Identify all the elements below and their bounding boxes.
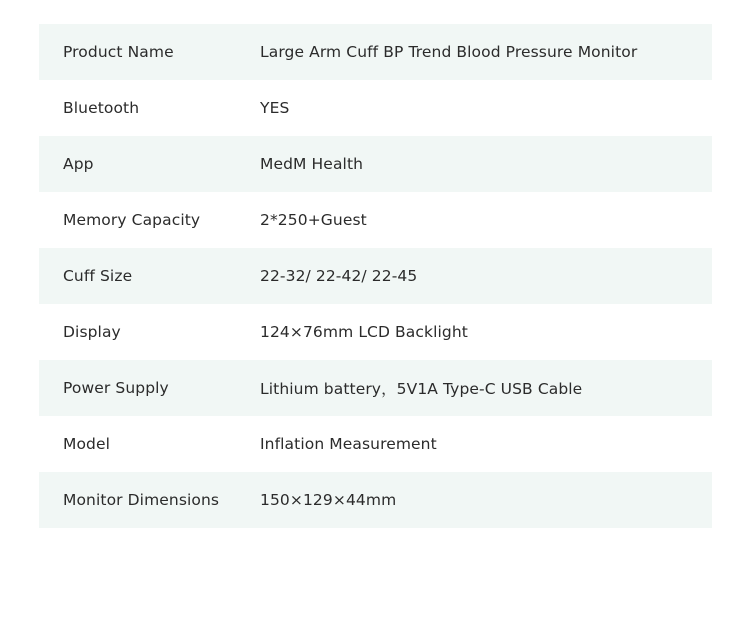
spec-value: Inflation Measurement (260, 435, 437, 453)
spec-label: Bluetooth (63, 99, 140, 117)
spec-label: Memory Capacity (63, 211, 201, 229)
spec-label: Display (63, 323, 121, 341)
spec-row-cuff-size (39, 248, 712, 304)
spec-row-monitor-dimensions (39, 472, 712, 528)
spec-label: Monitor Dimensions (63, 491, 220, 509)
spec-row-app (39, 136, 712, 192)
spec-label: Model (63, 435, 111, 453)
spec-value: MedM Health (260, 155, 364, 173)
spec-row-model (39, 416, 712, 472)
spec-row-power-supply (39, 360, 712, 416)
spec-value: 124×76mm LCD Backlight (260, 323, 468, 341)
spec-row-memory-capacity (39, 192, 712, 248)
spec-label: Product Name (63, 43, 174, 61)
spec-row-bluetooth (39, 80, 712, 136)
spec-value: YES (260, 99, 290, 117)
spec-value: 2*250+Guest (260, 211, 367, 229)
spec-row-display (39, 304, 712, 360)
spec-table (39, 24, 712, 528)
spec-label: App (63, 155, 94, 173)
spec-label: Power Supply (63, 379, 169, 397)
spec-value: 22-32/ 22-42/ 22-45 (260, 267, 418, 285)
spec-value: 150×129×44mm (260, 491, 397, 509)
spec-row-product-name (39, 24, 712, 80)
spec-value: Large Arm Cuff BP Trend Blood Pressure Monitor (260, 43, 638, 61)
spec-label: Cuff Size (63, 267, 133, 285)
spec-value: Lithium battery，5V1A Type-C USB Cable (260, 380, 583, 398)
